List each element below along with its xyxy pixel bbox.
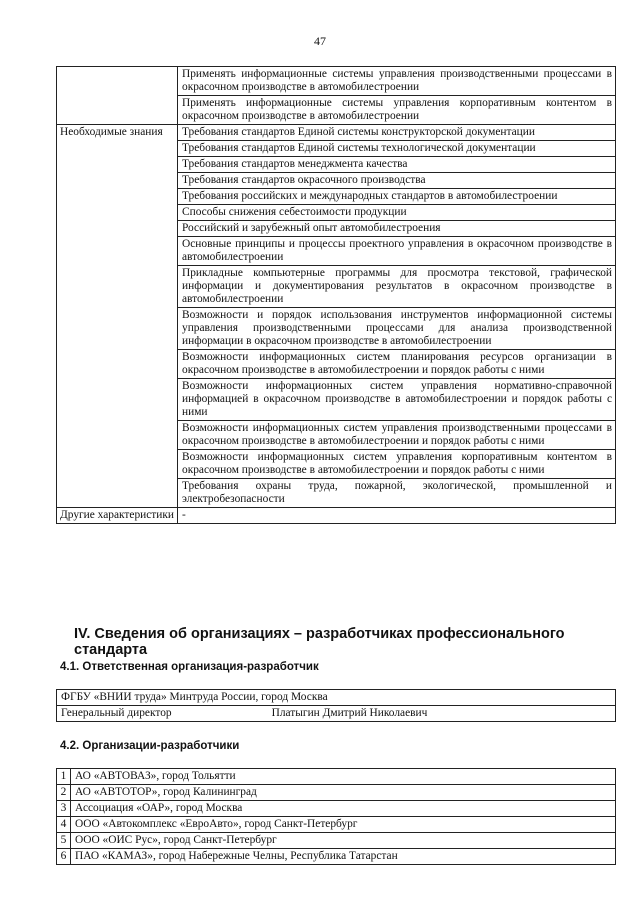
other-characteristics-value: -	[178, 508, 616, 524]
developer-org-number: 5	[57, 833, 71, 849]
developer-org-row	[57, 769, 616, 785]
knowledge-item: Требования охраны труда, пожарной, экологической, промышленной и электробезопасности	[178, 479, 616, 508]
developer-org-name: ООО «ОИС Рус», город Санкт-Петербург	[71, 833, 616, 849]
responsible-org-table	[56, 689, 616, 722]
developer-org-row	[57, 785, 616, 801]
developer-org-row	[57, 801, 616, 817]
developer-org-name: ПАО «КАМАЗ», город Набережные Челны, Республика Татарстан	[71, 849, 616, 865]
continued-skill-cell: Применять информационные системы управления корпоративным контентом в окрасочном производстве в автомобилестроении	[178, 96, 616, 125]
developer-org-name: Ассоциация «ОАР», город Москва	[71, 801, 616, 817]
knowledge-item: Требования стандартов Единой системы технологической документации	[178, 141, 616, 157]
developer-org-number: 3	[57, 801, 71, 817]
knowledge-item: Основные принципы и процессы проектного управления в окрасочном производстве в автомобилестроении	[178, 237, 616, 266]
knowledge-item: Требования российских и международных стандартов в автомобилестроении	[178, 189, 616, 205]
knowledge-item: Российский и зарубежный опыт автомобилестроения	[178, 221, 616, 237]
developer-org-number: 2	[57, 785, 71, 801]
developer-org-number: 1	[57, 769, 71, 785]
table-row	[57, 67, 616, 96]
continued-label-cell	[57, 67, 178, 125]
knowledge-item: Прикладные компьютерные программы для просмотра текстовой, графической информации и документирования результатов в окрасочном производстве в автомобилестроении	[178, 266, 616, 308]
developer-org-row	[57, 849, 616, 865]
developer-org-row	[57, 817, 616, 833]
knowledge-item: Требования стандартов менеджмента качества	[178, 157, 616, 173]
developer-org-name: АО «АВТОВАЗ», город Тольятти	[71, 769, 616, 785]
knowledge-item: Возможности информационных систем планирования ресурсов организации в окрасочном производстве в автомобилестроении и порядок работы с ними	[178, 350, 616, 379]
responsible-org-heading: 4.1. Ответственная организация-разработчик	[60, 661, 319, 673]
table-row	[57, 508, 616, 524]
director-name: Платыгин Дмитрий Николаевич	[271, 707, 428, 719]
knowledge-item: Требования стандартов окрасочного производства	[178, 173, 616, 189]
director-position: Генеральный директор	[61, 707, 172, 719]
knowledge-item: Способы снижения себестоимости продукции	[178, 205, 616, 221]
other-characteristics-label: Другие характеристики	[57, 508, 178, 524]
knowledge-item: Возможности информационных систем управления корпоративным контентом в окрасочном производстве в автомобилестроении и порядок работы с ними	[178, 450, 616, 479]
responsible-org-row	[57, 690, 616, 706]
responsible-org-name: ФГБУ «ВНИИ труда» Минтруда России, город Москва	[57, 690, 616, 706]
developer-orgs-table	[56, 768, 616, 865]
knowledge-item: Требования стандартов Единой системы конструкторской документации	[178, 125, 616, 141]
developer-org-row	[57, 833, 616, 849]
developer-org-name: ООО «Автокомплекс «ЕвроАвто», город Санкт-Петербург	[71, 817, 616, 833]
page-number: 47	[314, 34, 326, 48]
developer-orgs-heading: 4.2. Организации-разработчики	[60, 740, 240, 752]
responsible-head-row	[57, 706, 616, 722]
table-row	[57, 125, 616, 141]
developer-org-number: 4	[57, 817, 71, 833]
continued-skill-cell: Применять информационные системы управления производственными процессами в окрасочном производстве в автомобилестроении	[178, 67, 616, 96]
section-iv-heading: IV. Сведения об организациях – разработчиках профессионального стандарта	[74, 626, 565, 658]
knowledge-item: Возможности информационных систем управления нормативно-справочной информацией в окрасочном производстве в автомобилестроении и порядок работы с ними	[178, 379, 616, 421]
knowledge-item: Возможности информационных систем управления производственными процессами в окрасочном производстве в автомобилестроении и порядок работы с ними	[178, 421, 616, 450]
labor-functions-table	[56, 66, 616, 524]
knowledge-label: Необходимые знания	[57, 125, 178, 508]
knowledge-item: Возможности и порядок использования инструментов информационной системы управления производственными процессами для анализа производственной информации в окрасочном производстве в автомобилестроении	[178, 308, 616, 350]
developer-org-name: АО «АВТОТОР», город Калининград	[71, 785, 616, 801]
developer-org-number: 6	[57, 849, 71, 865]
